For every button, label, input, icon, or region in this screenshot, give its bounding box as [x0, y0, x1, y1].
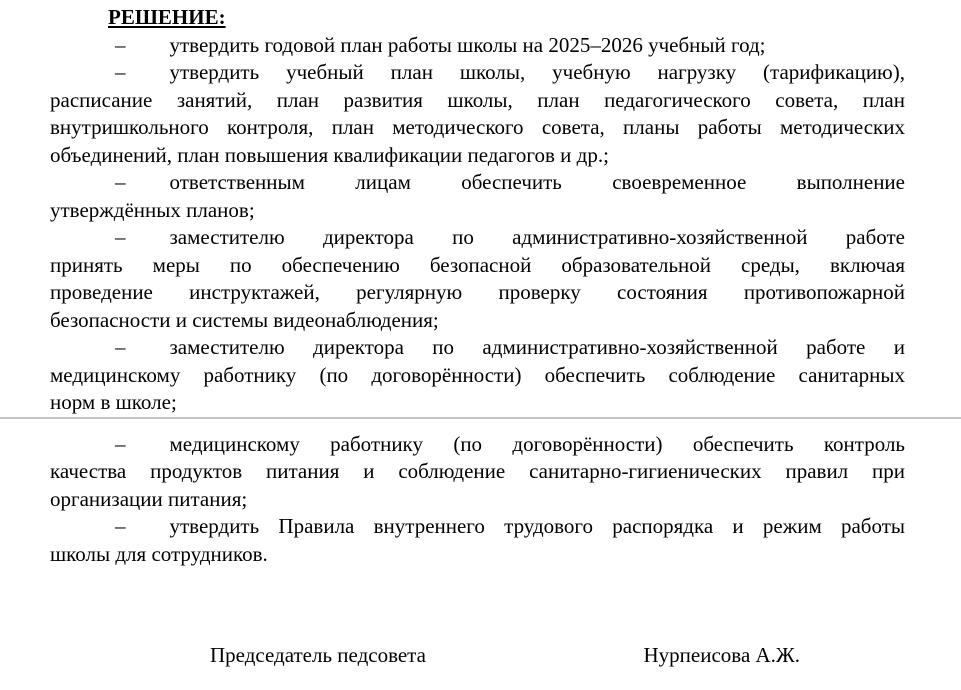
document-line [50, 334, 905, 362]
dash-bullet: – [115, 32, 126, 57]
line-text: организации питания; [50, 486, 248, 511]
document-line [50, 169, 905, 197]
line-text: заместителю директора по административно-хозяйственной работе [169, 225, 905, 249]
document-line [50, 59, 905, 87]
line-text: норм в школе; [50, 390, 177, 414]
document-line [50, 541, 905, 569]
document-line [50, 224, 905, 252]
document-line [50, 87, 905, 115]
document-line [50, 362, 905, 390]
dash-bullet: – [115, 225, 126, 249]
line-text: школы для сотрудников. [50, 541, 268, 566]
document-line [50, 252, 905, 280]
document-line [50, 431, 905, 459]
document-line [50, 458, 905, 486]
dash-bullet: – [115, 514, 126, 538]
document-line [50, 486, 905, 514]
line-text: заместителю директора по административно-хозяйственной работе и [169, 335, 905, 359]
document-heading-line [50, 4, 905, 32]
line-text: проведение инструктажей, регулярную проверку состояния противопожарной [50, 280, 905, 304]
line-text: объединений, план повышения квалификации педагогов и др.; [50, 142, 609, 167]
section-heading: РЕШЕНИЕ: [108, 5, 226, 29]
line-text: утвердить учебный план школы, учебную нагрузку (тарификацию), [169, 60, 905, 84]
line-text: утвердить Правила внутреннего трудового распорядка и режим работы [169, 514, 905, 538]
line-text: безопасности и системы видеонаблюдения; [50, 307, 439, 332]
signature-title: Председатель педсовета [210, 643, 426, 667]
line-text: внутришкольного контроля, план методического совета, планы работы методических [50, 115, 905, 139]
document-line [50, 114, 905, 142]
document-line [50, 197, 905, 225]
page-break-divider [0, 417, 961, 419]
line-text: медицинскому работнику (по договорённости) обеспечить контроль [169, 431, 905, 456]
document-line [50, 279, 905, 307]
document-line [50, 389, 905, 417]
dash-bullet: – [115, 60, 126, 84]
signature-row [50, 642, 905, 670]
line-text: утверждённых планов; [50, 197, 255, 222]
line-text: принять меры по обеспечению безопасной образовательной среды, включая [50, 252, 905, 277]
line-text: качества продуктов питания и соблюдение санитарно-гигиенических правил при [50, 459, 905, 483]
document-line [50, 513, 905, 541]
dash-bullet: – [115, 170, 126, 194]
dash-bullet: – [115, 335, 126, 359]
line-text: утвердить годовой план работы школы на 2025–2026 учебный год; [169, 32, 766, 57]
line-text: расписание занятий, план развития школы, план педагогического совета, план [50, 87, 905, 112]
document-line [50, 32, 905, 60]
dash-bullet: – [115, 431, 126, 456]
line-text: ответственным лицам обеспечить своевременное выполнение [169, 170, 905, 194]
line-text: медицинскому работнику (по договорённости) обеспечить соблюдение санитарных [50, 362, 905, 387]
signature-name: Нурпеисова А.Ж. [643, 643, 800, 667]
document-line [50, 142, 905, 170]
document-line [50, 307, 905, 335]
